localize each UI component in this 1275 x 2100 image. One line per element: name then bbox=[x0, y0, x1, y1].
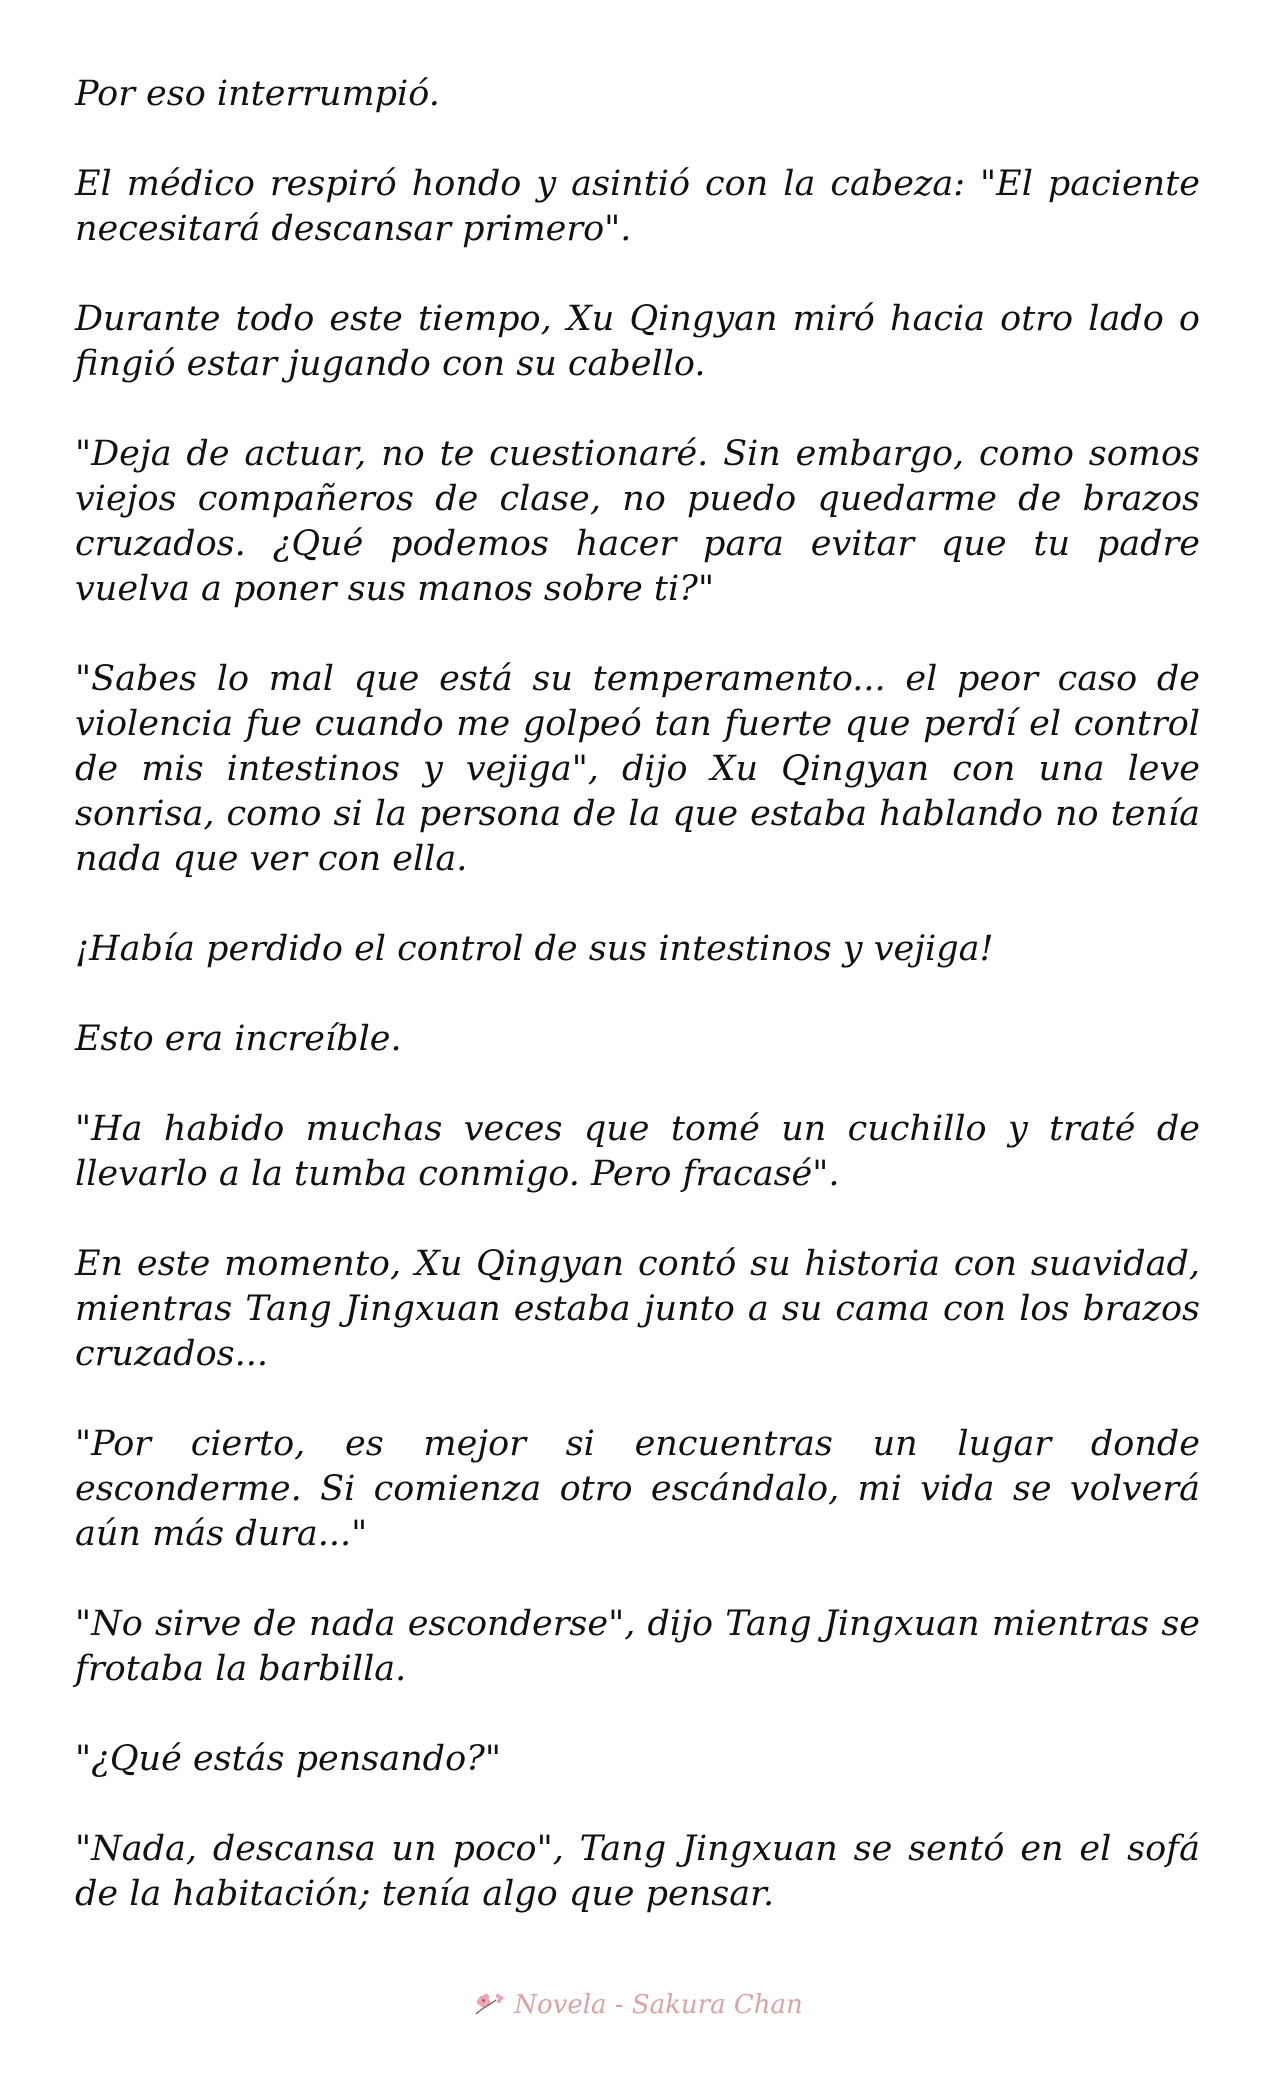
paragraph: "Ha habido muchas veces que tomé un cuchillo y traté de llevarlo a la tumba conmigo. Pero fracasé". bbox=[75, 1109, 1200, 1194]
paragraph: "No sirve de nada esconderse", dijo Tang Jingxuan mientras se frotaba la barbilla. bbox=[75, 1604, 1200, 1689]
paragraph: "¿Qué estás pensando?" bbox=[75, 1739, 501, 1779]
paragraph: El médico respiró hondo y asintió con la cabeza: "El paciente necesitará descansar primero". bbox=[75, 164, 1200, 249]
paragraph: Durante todo este tiempo, Xu Qingyan miró hacia otro lado o fingió estar jugando con su cabello. bbox=[75, 299, 1200, 384]
paragraph: En este momento, Xu Qingyan contó su historia con suavidad, mientras Tang Jingxuan estaba junto a su cama con los brazos cruzados... bbox=[75, 1244, 1200, 1374]
watermark-text: Novela - Sakura Chan bbox=[514, 1990, 803, 2020]
document-body bbox=[75, 72, 1200, 1917]
paragraph: "Deja de actuar, no te cuestionaré. Sin embargo, como somos viejos compañeros de clase, no puedo quedarme de brazos cruzados. ¿Qué podemos hacer para evitar que tu padre vuelva a poner sus manos sobre ti?" bbox=[75, 434, 1200, 609]
paragraph: ¡Había perdido el control de sus intestinos y vejiga! bbox=[75, 929, 994, 969]
paragraph: "Nada, descansa un poco", Tang Jingxuan se sentó en el sofá de la habitación; tenía algo que pensar. bbox=[75, 1829, 1200, 1914]
paragraph: Esto era increíble. bbox=[75, 1019, 402, 1059]
paragraph: Por eso interrumpió. bbox=[75, 74, 440, 114]
paragraph: "Por cierto, es mejor si encuentras un lugar donde esconderme. Si comienza otro escándalo, mi vida se volverá aún más dura..." bbox=[75, 1424, 1200, 1554]
sakura-flower-icon bbox=[472, 1990, 506, 2016]
paragraph: "Sabes lo mal que está su temperamento... el peor caso de violencia fue cuando me golpeó tan fuerte que perdí el control de mis intestinos y vejiga", dijo Xu Qingyan con una leve sonrisa, como si la persona de la que estaba hablando no tenía nada que ver con ella. bbox=[75, 659, 1200, 879]
watermark bbox=[0, 1990, 1275, 2020]
